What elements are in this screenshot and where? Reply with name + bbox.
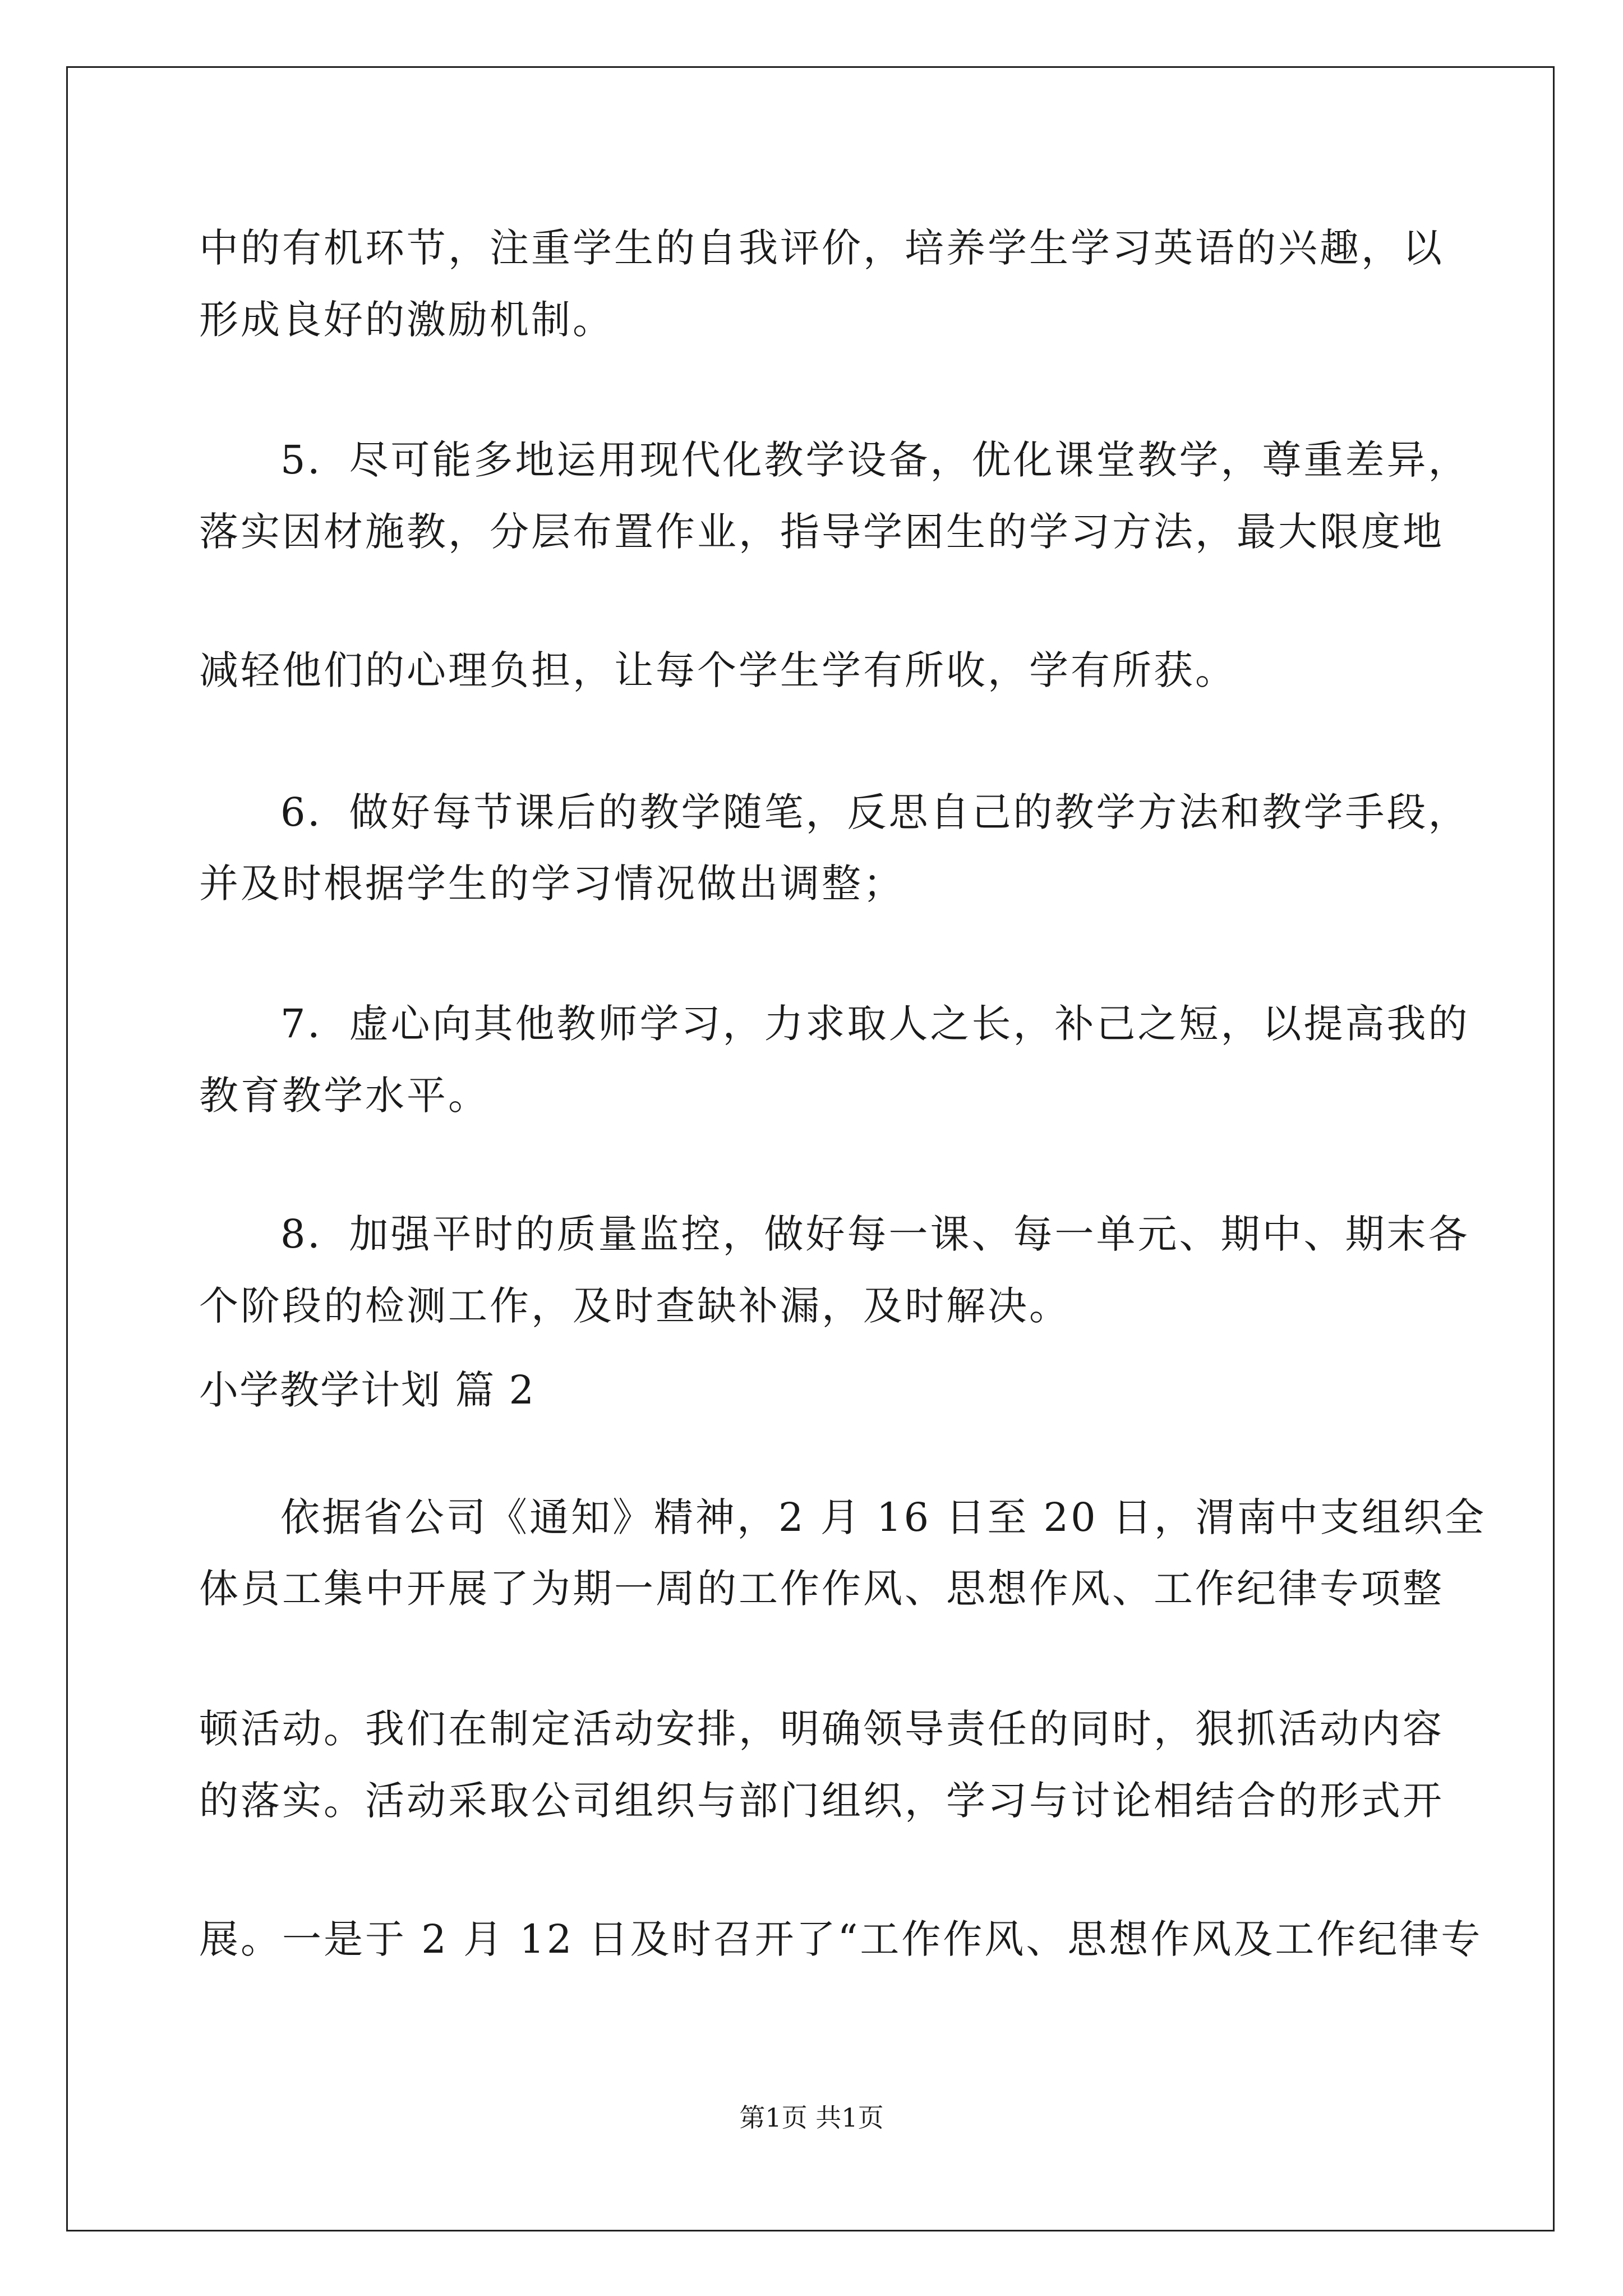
text-line: 5．尽可能多地运用现代化教学设备，优化课堂教学，尊重差异，	[280, 437, 1470, 483]
text-line: 并及时根据学生的学习情况做出调整；	[199, 861, 905, 907]
text-line: 减轻他们的心理负担，让每个学生学有所收，学有所获。	[199, 647, 1237, 693]
text-line: 的落实。活动采取公司组织与部门组织，学习与讨论相结合的形式开	[199, 1778, 1444, 1824]
text-line: 顿活动。我们在制定活动安排，明确领导责任的同时，狠抓活动内容	[199, 1706, 1444, 1752]
text-line: 依据省公司《通知》精神，2 月 16 日至 20 日，渭南中支组织全	[280, 1494, 1486, 1540]
text-line: 形成良好的激励机制。	[199, 297, 614, 343]
text-line: 7．虚心向其他教师学习，力求取人之长，补己之短，以提高我的	[280, 1001, 1470, 1047]
page-number-footer: 第1页 共1页	[739, 2102, 884, 2133]
text-line: 中的有机环节，注重学生的自我评价，培养学生学习英语的兴趣，以	[199, 225, 1444, 271]
text-line: 6．做好每节课后的教学随笔，反思自己的教学方法和教学手段，	[280, 789, 1470, 835]
text-line: 展。一是于 2 月 12 日及时召开了“工作作风、思想作风及工作纪律专	[199, 1916, 1483, 1962]
section-heading: 小学教学计划 篇 2	[199, 1367, 536, 1413]
text-line: 教育教学水平。	[199, 1073, 490, 1119]
text-line: 落实因材施教，分层布置作业，指导学困生的学习方法，最大限度地	[199, 509, 1444, 555]
page-border	[66, 66, 1555, 2231]
text-line: 个阶段的检测工作，及时查缺补漏，及时解决。	[199, 1283, 1071, 1329]
text-line: 8．加强平时的质量监控，做好每一课、每一单元、期中、期末各	[280, 1211, 1470, 1257]
text-line: 体员工集中开展了为期一周的工作作风、思想作风、工作纪律专项整	[199, 1566, 1444, 1612]
